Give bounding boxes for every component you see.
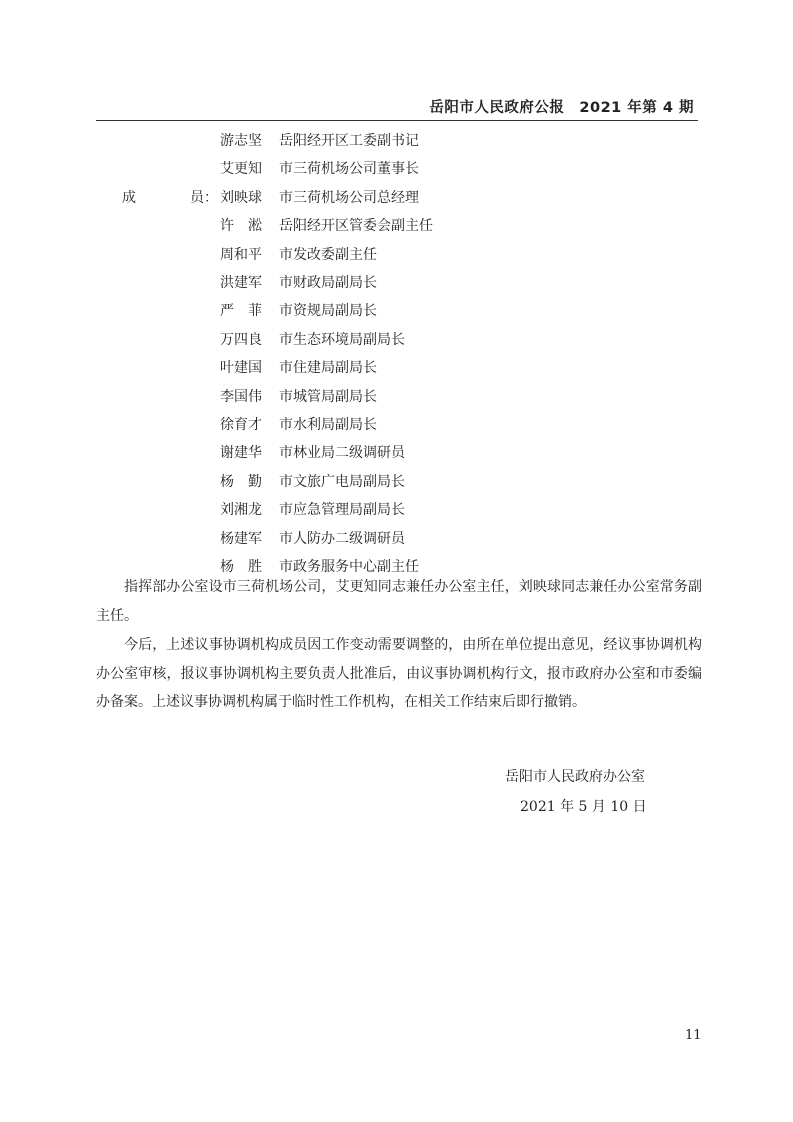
member-title: 市人防办二级调研员 <box>279 530 405 547</box>
signature-date: 2021 年 5 月 10 日 <box>520 799 647 815</box>
member-title: 市水利局副局长 <box>279 417 377 433</box>
member-name: 杨 勤 <box>220 473 262 490</box>
member-name: 谢建华 <box>220 445 262 462</box>
member-name: 严 菲 <box>220 303 262 320</box>
adjustment-paragraph: 今后，上述议事协调机构成员因工作变动需要调整的，由所在单位提出意见，经议事协调机构办公室审核，报议事协调机构主要负责人批准后，由议事协调机构行文，报市政府办公室和市委编办备案。上述议事协调机构属于临时性工作机构，在相关工作结束后即行撤销。 <box>96 637 702 710</box>
member-name: 杨建军 <box>220 530 262 547</box>
member-title: 市应急管理局副局长 <box>279 502 405 519</box>
role-label-suffix: 员： <box>190 189 218 206</box>
member-title: 市城管局副局长 <box>279 388 377 405</box>
member-name: 周和平 <box>220 246 262 263</box>
member-name: 刘湘龙 <box>220 502 262 519</box>
member-title: 市生态环境局副局长 <box>279 331 405 348</box>
member-title: 市三荷机场公司总经理 <box>279 189 419 206</box>
member-title: 市住建局副局长 <box>279 360 377 377</box>
member-title: 市发改委副主任 <box>279 246 377 263</box>
member-title: 市文旅广电局副局长 <box>279 473 405 490</box>
page-number: 11 <box>685 1028 702 1043</box>
member-name: 杨 胜 <box>220 559 262 575</box>
role-label: 成 <box>122 189 136 206</box>
member-title: 市三荷机场公司董事长 <box>279 161 419 178</box>
member-name: 李国伟 <box>220 388 262 405</box>
member-name: 万四良 <box>220 331 262 348</box>
page-header <box>96 92 698 121</box>
member-name: 叶建国 <box>220 360 262 377</box>
member-name: 艾更知 <box>220 161 262 178</box>
office-paragraph: 指挥部办公室设市三荷机场公司，艾更知同志兼任办公室主任，刘映球同志兼任办公室常务副主任。 <box>96 579 702 624</box>
member-title: 岳阳经开区管委会副主任 <box>279 218 433 235</box>
member-title: 岳阳经开区工委副书记 <box>279 133 419 149</box>
member-name: 许 淞 <box>220 218 262 235</box>
member-title: 市政务服务中心副主任 <box>279 559 419 575</box>
member-name: 徐育才 <box>220 417 262 433</box>
member-title: 市林业局二级调研员 <box>279 445 405 462</box>
signature-org: 岳阳市人民政府办公室 <box>505 769 645 785</box>
member-name: 游志坚 <box>220 133 262 149</box>
member-name: 洪建军 <box>220 275 262 291</box>
member-name: 刘映球 <box>220 189 262 206</box>
member-title: 市资规局副局长 <box>279 303 377 320</box>
header-title: 岳阳市人民政府公报 2021 年第 4 期 <box>429 100 694 116</box>
member-title: 市财政局副局长 <box>279 275 377 291</box>
